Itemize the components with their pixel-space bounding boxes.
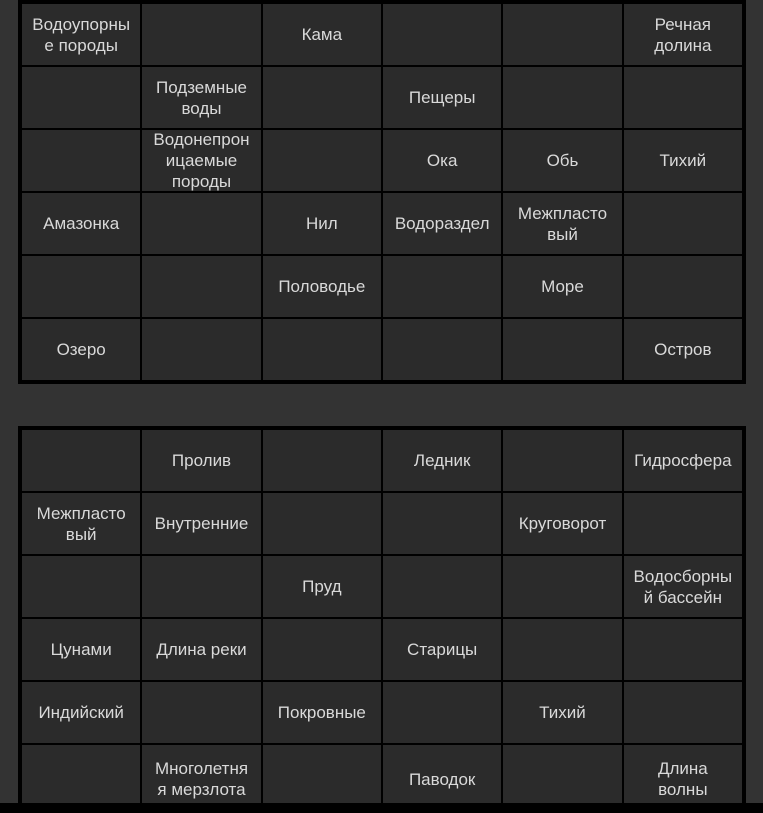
- board1-cell-r3-c1[interactable]: [22, 130, 140, 191]
- bottom-edge: [0, 803, 763, 813]
- board2-cell-r2-c6[interactable]: [624, 493, 742, 554]
- board1-cell-r4-c5[interactable]: Межпласто вый: [503, 193, 621, 254]
- board2-cell-r3-c5[interactable]: [503, 556, 621, 617]
- board2-cell-r3-c6[interactable]: Водосборны й бассейн: [624, 556, 742, 617]
- board1-cell-r2-c4[interactable]: Пещеры: [383, 67, 501, 128]
- board1-cell-r4-c1[interactable]: Амазонка: [22, 193, 140, 254]
- board1-cell-r6-c5[interactable]: [503, 319, 621, 380]
- board2-cell-r5-c5[interactable]: Тихий: [503, 682, 621, 743]
- board2-cell-r4-c5[interactable]: [503, 619, 621, 680]
- board2-cell-r3-c2[interactable]: [142, 556, 260, 617]
- grid-2-cells: [22, 430, 742, 813]
- board1-cell-r6-c6[interactable]: Остров: [624, 319, 742, 380]
- board1-cell-r5-c2[interactable]: [142, 256, 260, 317]
- board1-cell-r1-c2[interactable]: [142, 4, 260, 65]
- board1-cell-r6-c2[interactable]: [142, 319, 260, 380]
- board1-cell-r3-c2[interactable]: Водонепрон ицаемые породы: [142, 130, 260, 191]
- board2-cell-r3-c1[interactable]: [22, 556, 140, 617]
- board2-cell-r6-c6[interactable]: Длина волны: [624, 745, 742, 813]
- board2-cell-r6-c2[interactable]: Многолетня я мерзлота: [142, 745, 260, 813]
- board1-cell-r2-c5[interactable]: [503, 67, 621, 128]
- board1-cell-r5-c1[interactable]: [22, 256, 140, 317]
- board2-cell-r1-c3[interactable]: [263, 430, 381, 491]
- board2-cell-r2-c2[interactable]: Внутренние: [142, 493, 260, 554]
- board2-cell-r1-c5[interactable]: [503, 430, 621, 491]
- board1-cell-r5-c6[interactable]: [624, 256, 742, 317]
- board1-cell-r1-c6[interactable]: Речная долина: [624, 4, 742, 65]
- board1-cell-r1-c5[interactable]: [503, 4, 621, 65]
- board1-cell-r3-c6[interactable]: Тихий: [624, 130, 742, 191]
- board1-cell-r6-c4[interactable]: [383, 319, 501, 380]
- board1-cell-r3-c3[interactable]: [263, 130, 381, 191]
- board1-cell-r6-c1[interactable]: Озеро: [22, 319, 140, 380]
- board1-cell-r4-c6[interactable]: [624, 193, 742, 254]
- board2-cell-r3-c4[interactable]: [383, 556, 501, 617]
- board1-cell-r2-c1[interactable]: [22, 67, 140, 128]
- board2-cell-r3-c3[interactable]: Пруд: [263, 556, 381, 617]
- board1-cell-r5-c5[interactable]: Море: [503, 256, 621, 317]
- board2-cell-r5-c4[interactable]: [383, 682, 501, 743]
- board1-cell-r2-c6[interactable]: [624, 67, 742, 128]
- board1-cell-r5-c4[interactable]: [383, 256, 501, 317]
- board1-cell-r4-c3[interactable]: Нил: [263, 193, 381, 254]
- board2-cell-r4-c1[interactable]: Цунами: [22, 619, 140, 680]
- grid-1-cells: [22, 4, 742, 380]
- board2-cell-r1-c2[interactable]: Пролив: [142, 430, 260, 491]
- word-grid-2: [18, 426, 746, 813]
- board2-cell-r2-c4[interactable]: [383, 493, 501, 554]
- board2-cell-r5-c3[interactable]: Покровные: [263, 682, 381, 743]
- board2-cell-r6-c4[interactable]: Паводок: [383, 745, 501, 813]
- board1-cell-r1-c1[interactable]: Водоупорны е породы: [22, 4, 140, 65]
- board2-cell-r5-c6[interactable]: [624, 682, 742, 743]
- board1-cell-r4-c4[interactable]: Водораздел: [383, 193, 501, 254]
- board1-cell-r6-c3[interactable]: [263, 319, 381, 380]
- board1-cell-r5-c3[interactable]: Половодье: [263, 256, 381, 317]
- board2-cell-r4-c4[interactable]: Старицы: [383, 619, 501, 680]
- board1-cell-r2-c2[interactable]: Подземные воды: [142, 67, 260, 128]
- board2-cell-r4-c6[interactable]: [624, 619, 742, 680]
- board2-cell-r5-c1[interactable]: Индийский: [22, 682, 140, 743]
- word-grid-1: [18, 0, 746, 384]
- board1-cell-r2-c3[interactable]: [263, 67, 381, 128]
- board1-cell-r1-c4[interactable]: [383, 4, 501, 65]
- board1-cell-r1-c3[interactable]: Кама: [263, 4, 381, 65]
- board2-cell-r1-c1[interactable]: [22, 430, 140, 491]
- board1-cell-r4-c2[interactable]: [142, 193, 260, 254]
- board1-cell-r3-c5[interactable]: Обь: [503, 130, 621, 191]
- board2-cell-r5-c2[interactable]: [142, 682, 260, 743]
- board1-cell-r3-c4[interactable]: Ока: [383, 130, 501, 191]
- board2-cell-r2-c3[interactable]: [263, 493, 381, 554]
- board2-cell-r2-c1[interactable]: Межпласто вый: [22, 493, 140, 554]
- board2-cell-r4-c3[interactable]: [263, 619, 381, 680]
- board2-cell-r4-c2[interactable]: Длина реки: [142, 619, 260, 680]
- board2-cell-r1-c4[interactable]: Ледник: [383, 430, 501, 491]
- board2-cell-r2-c5[interactable]: Круговорот: [503, 493, 621, 554]
- board2-cell-r1-c6[interactable]: Гидросфера: [624, 430, 742, 491]
